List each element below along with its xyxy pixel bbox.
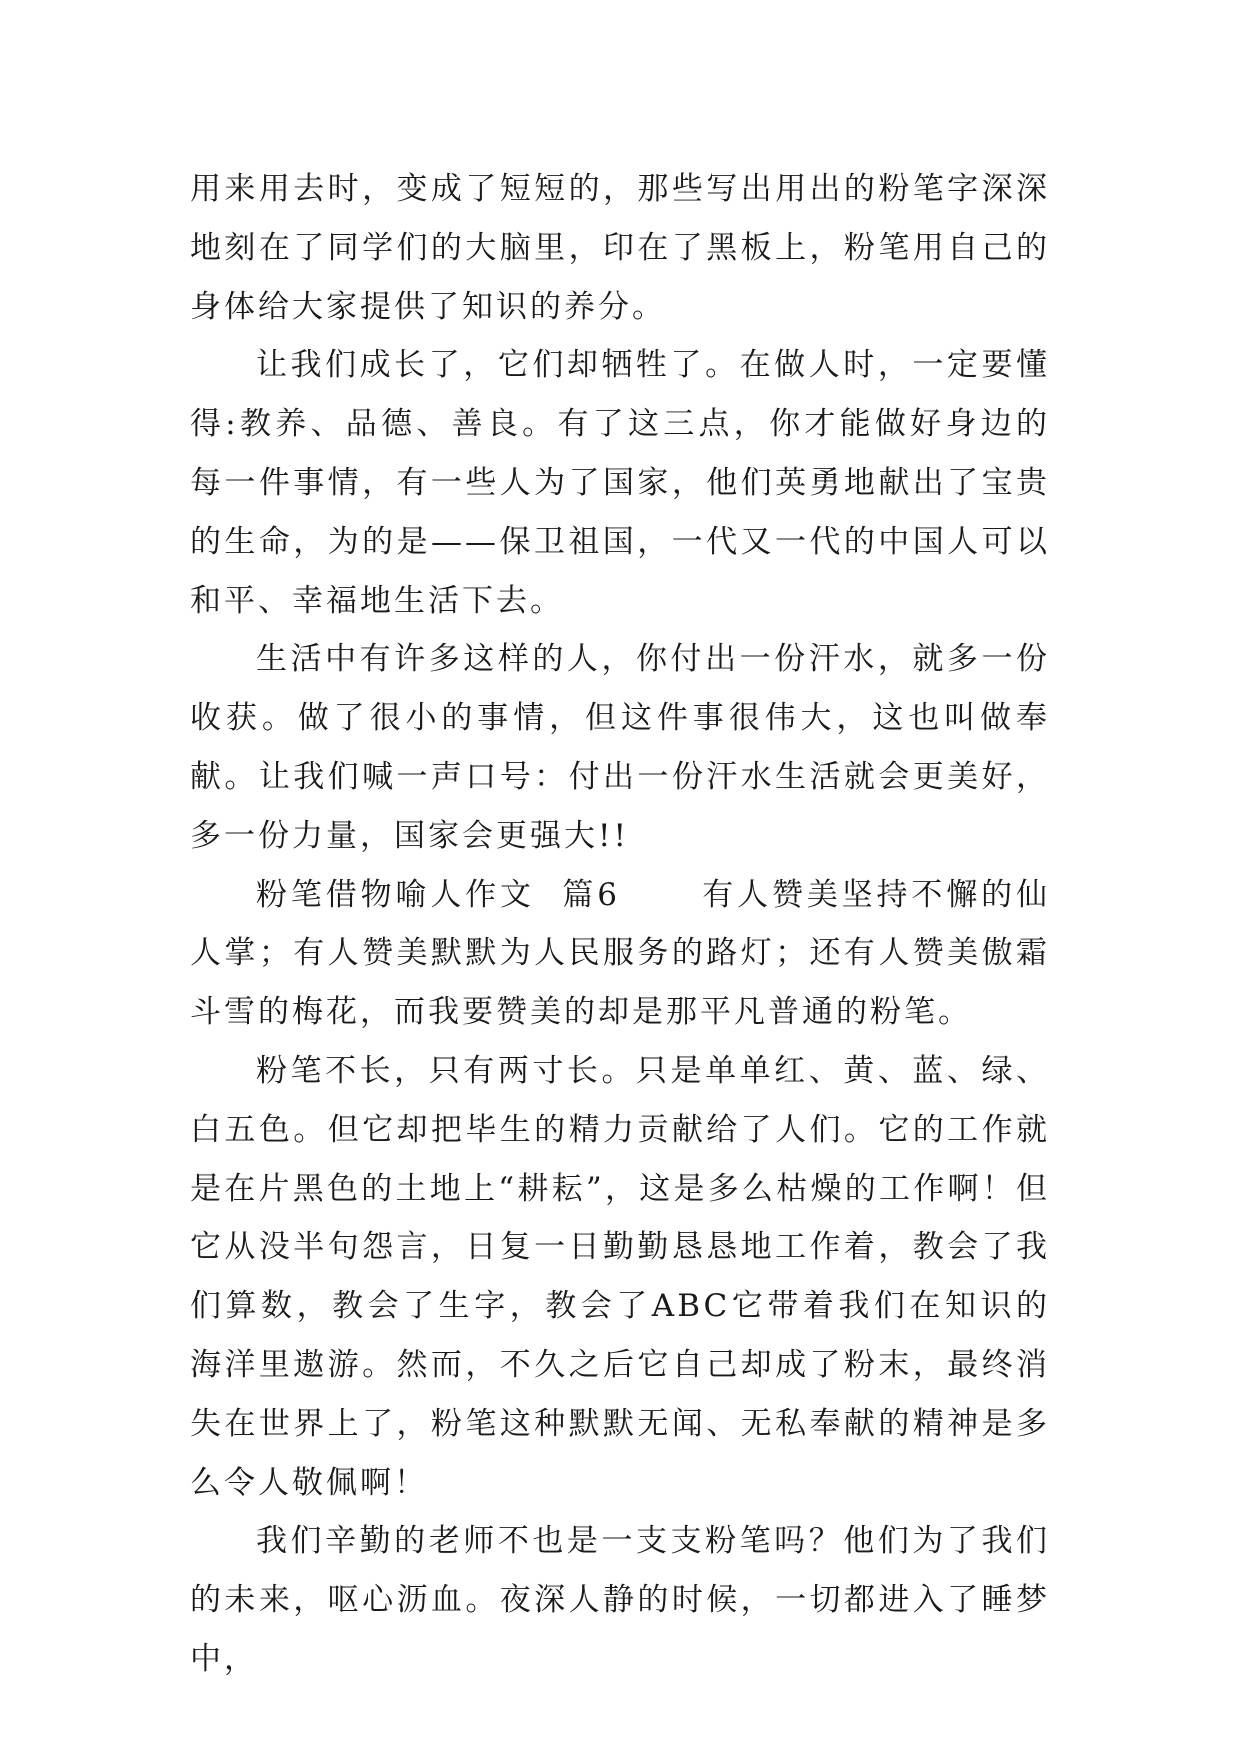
paragraph-2: 让我们成长了，它们却牺牲了。在做人时，一定要懂得:教养、品德、善良。有了这三点，你才能做好身边的每一件事情，有一些人为了国家，他们英勇地献出了宝贵的生命，为的是——保卫祖国，一代又一代的中国人可以和平、幸福地生活下去。: [190, 347, 1050, 619]
paragraph-3: 生活中有许多这样的人，你付出一份汗水，就多一份收获。做了很小的事情，但这件事很伟大，这也叫做奉献。让我们喊一声口号：付出一份汗水生活就会更美好，多一份力量，国家会更强大!!: [190, 641, 1050, 854]
paragraph-4-section-heading: 粉笔借物喻人作文 篇6 有人赞美坚持不懈的仙人掌；有人赞美默默为人民服务的路灯；还有人赞美傲霜斗雪的梅花，而我要赞美的却是那平凡普通的粉笔。: [190, 876, 1050, 1031]
paragraph-1: 用来用去时，变成了短短的，那些写出用出的粉笔字深深地刻在了同学们的大脑里，印在了黑板上，粉笔用自己的身体给大家提供了知识的养分。: [190, 171, 1050, 325]
article-body: [190, 160, 1050, 1689]
paragraph-6: 我们辛勤的老师不也是一支支粉笔吗？他们为了我们的未来，呕心沥血。夜深人静的时候，一切都进入了睡梦中，: [190, 1523, 1050, 1677]
paragraph-5: 粉笔不长，只有两寸长。只是单单红、黄、蓝、绿、白五色。但它却把毕生的精力贡献给了人们。它的工作就是在片黑色的土地上“耕耘”，这是多么枯燥的工作啊！但它从没半句怨言，日复一日勤勤恳恳地工作着，教会了我们算数，教会了生字，教会了ABC它带着我们在知识的海洋里遨游。然而，不久之后它自己却成了粉末，最终消失在世界上了，粉笔这种默默无闻、无私奉献的精神是多么令人敬佩啊！: [190, 1052, 1050, 1501]
